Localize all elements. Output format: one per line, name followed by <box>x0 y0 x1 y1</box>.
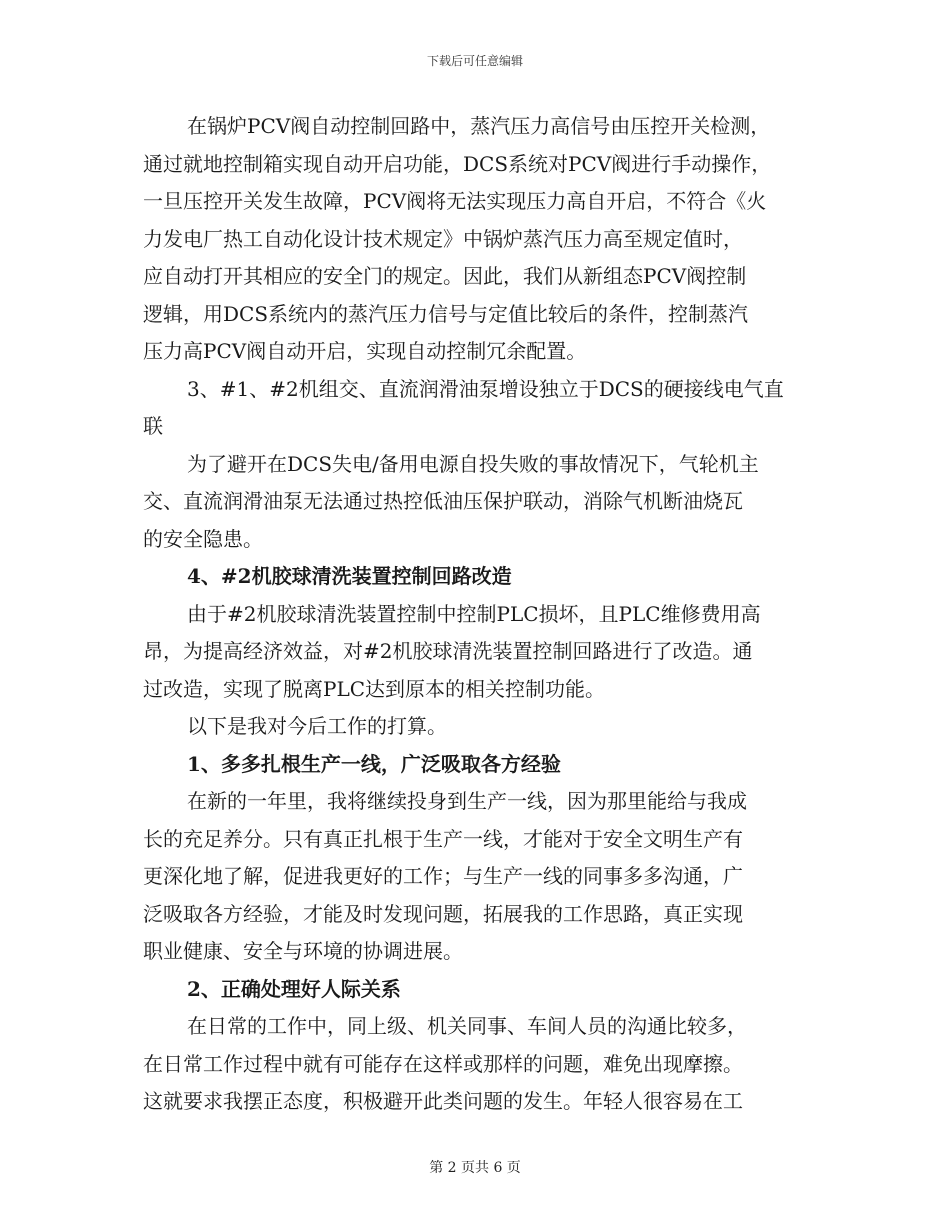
paragraph-line: 泛吸取各方经验，才能及时发现问题，拓展我的工作思路，真正实现 <box>143 901 743 926</box>
document-body <box>143 108 809 1121</box>
paragraph-line: 在日常工作过程中就有可能存在这样或那样的问题，难免出现摩擦。 <box>143 1051 743 1076</box>
paragraph-line: 昂，为提高经济效益，对#2机胶球清洗装置控制回路进行了改造。通 <box>143 639 753 663</box>
paragraph-line: 力发电厂热工自动化设计技术规定》中锅炉蒸汽压力高至规定值时， <box>143 226 743 251</box>
paragraph-line: 为了避开在DCS失电/备用电源自投失败的事故情况下，气轮机主 <box>187 451 759 476</box>
paragraph-line: 长的充足养分。只有真正扎根于生产一线，才能对于安全文明生产有 <box>143 826 743 851</box>
page-footer: 第 2 页共 6 页 <box>429 1160 521 1176</box>
paragraph-line: 应自动打开其相应的安全门的规定。因此，我们从新组态PCV阀控制 <box>143 264 747 288</box>
paragraph-line: 通过就地控制箱实现自动开启功能，DCS系统对PCV阀进行手动操作， <box>143 151 772 176</box>
page-header: 下载后可任意编辑 <box>426 54 523 68</box>
paragraph-line: 在新的一年里，我将继续投身到生产一线，因为那里能给与我成 <box>187 789 747 813</box>
section-heading: 1、多多扎根生产一线，广泛吸取各方经验 <box>187 751 561 776</box>
paragraph-line: 过改造，实现了脱离PLC达到原本的相关控制功能。 <box>143 676 606 701</box>
section-heading: 4、#2机胶球清洗装置控制回路改造 <box>187 564 512 588</box>
paragraph-line: 在锅炉PCV阀自动控制回路中，蒸汽压力高信号由压控开关检测， <box>187 114 771 138</box>
paragraph-line: 以下是我对今后工作的打算。 <box>187 714 447 738</box>
paragraph-line: 由于#2机胶球清洗装置控制中控制PLC损坏，且PLC维修费用高 <box>187 601 761 626</box>
paragraph-line: 交、直流润滑油泵无法通过热控低油压保护联动，消除气机断油烧瓦 <box>143 489 743 513</box>
section-heading: 2、正确处理好人际关系 <box>187 976 401 1001</box>
paragraph-line: 3、#1、#2机组交、直流润滑油泵增设独立于DCS的硬接线电气直 <box>187 376 784 401</box>
paragraph-line: 一旦压控开关发生故障，PCV阀将无法实现压力高自开启，不符合《火 <box>143 189 767 213</box>
paragraph-line: 这就要求我摆正态度，积极避开此类问题的发生。年轻人很容易在工 <box>143 1089 743 1113</box>
paragraph-line: 联 <box>143 414 163 438</box>
paragraph-line: 压力高PCV阀自动开启，实现自动控制冗余配置。 <box>143 339 587 363</box>
paragraph-line: 的安全隐患。 <box>143 526 263 551</box>
paragraph-line: 职业健康、安全与环境的协调进展。 <box>143 939 463 963</box>
paragraph-line: 逻辑，用DCS系统内的蒸汽压力信号与定值比较后的条件，控制蒸汽 <box>143 301 749 326</box>
paragraph-line: 更深化地了解，促进我更好的工作；与生产一线的同事多多沟通，广 <box>143 864 743 888</box>
paragraph-line: 在日常的工作中，同上级、机关同事、车间人员的沟通比较多， <box>187 1014 747 1038</box>
